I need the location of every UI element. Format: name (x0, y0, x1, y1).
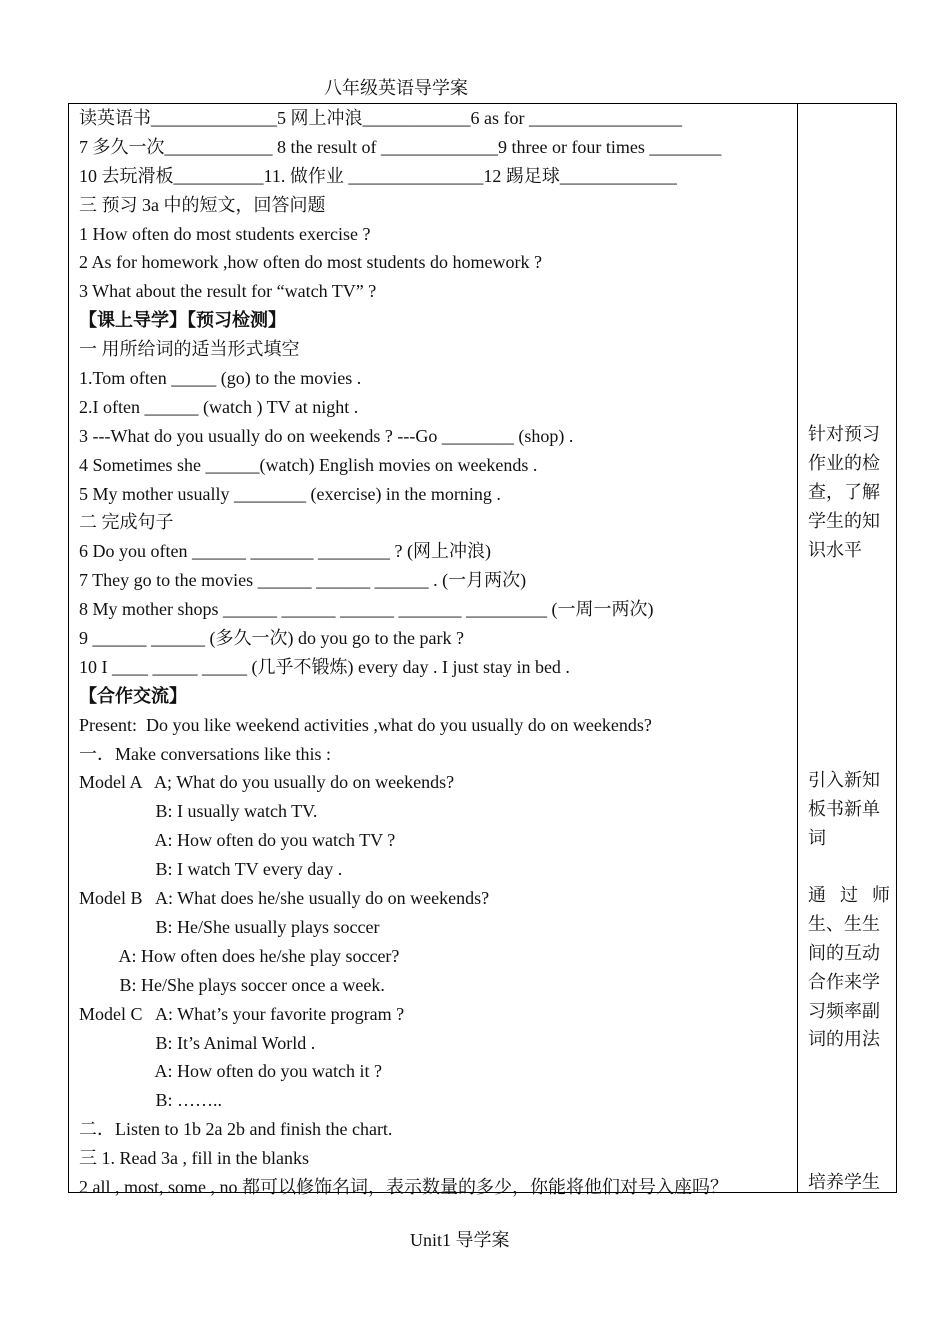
page-header: 八年级英语导学案 (324, 78, 468, 98)
model-c-line-2: B: It’s Animal World . (79, 1032, 316, 1053)
section-heading-cooperation: 【合作交流】 (79, 685, 187, 706)
vocab-line-3: 10 去玩滑板__________11. 做作业 _______________12 踢足球_____________ (79, 165, 677, 186)
side-note-line: 识水平 (808, 539, 862, 560)
exercise-2: 2.I often ______ (watch ) TV at night . (79, 396, 359, 417)
section-fill-in-forms: 一 用所给词的适当形式填空 (79, 339, 300, 360)
side-note-cultivate (808, 1168, 890, 1197)
section-complete-sentences: 二 完成句子 (79, 512, 174, 533)
side-note-line: 培养学生 (808, 1172, 880, 1192)
model-c-line-4: B: …….. (79, 1090, 223, 1111)
side-note-line: 通过师 (808, 885, 890, 905)
side-note-line: 间的互动 (808, 942, 880, 963)
side-note-preview-check (808, 420, 890, 564)
side-note-new-words (808, 766, 890, 853)
side-note-line: 板书新单 (808, 798, 880, 819)
side-note-line: 引入新知 (808, 770, 880, 790)
model-b-line-3: A: How often does he/she play soccer? (79, 945, 400, 966)
side-note-line: 作业的检 (808, 452, 880, 473)
side-note-line: 词 (808, 827, 826, 848)
model-a-line-4: B: I watch TV every day . (79, 859, 343, 880)
column-divider (797, 103, 798, 1193)
exercise-9: 9 ______ ______ (多久一次) do you go to the park ? (79, 628, 464, 649)
exercise-4: 4 Sometimes she ______(watch) English movies on weekends . (79, 454, 538, 475)
exercise-10: 10 I ____ _____ _____ (几乎不锻炼) every day . I just stay in bed . (79, 656, 570, 677)
question-1: 1 How often do most students exercise ? (79, 223, 371, 244)
exercise-8: 8 My mother shops ______ ______ ______ _______ _________ (一周一两次) (79, 599, 654, 620)
side-note-line: 习频率副 (808, 1000, 880, 1021)
question-3: 3 What about the result for “watch TV” ? (79, 281, 377, 302)
side-note-line: 学生的知 (808, 510, 880, 531)
model-b-line-1: Model B A: What does he/she usually do on weekends? (79, 888, 490, 909)
model-a-line-3: A: How often do you watch TV ? (79, 830, 396, 851)
exercise-7: 7 They go to the movies ______ ______ ______ . (一月两次) (79, 570, 527, 591)
model-b-line-2: B: He/She usually plays soccer (79, 916, 380, 937)
conversation-instruction: 一．Make conversations like this : (79, 743, 331, 764)
vocab-line-1: 读英语书______________5 网上冲浪____________6 as for _________________ (79, 108, 682, 128)
listening-task: 二．Listen to 1b 2a 2b and finish the chart. (79, 1119, 393, 1140)
reading-task: 三 1. Read 3a , fill in the blanks (79, 1148, 309, 1169)
exercise-1: 1.Tom often _____ (go) to the movies . (79, 368, 362, 389)
model-a-line-1: Model A A; What do you usually do on weekends? (79, 772, 455, 793)
vocab-line-2: 7 多久一次____________ 8 the result of _____________9 three or four times ________ (79, 136, 722, 157)
model-a-line-2: B: I usually watch TV. (79, 801, 318, 822)
section-heading-in-class: 【课上导学】【预习检测】 (79, 310, 286, 331)
side-note-line: 针对预习 (808, 424, 880, 444)
quantifier-task: 2 all , most, some , no 都可以修饰名词，表示数量的多少，你能将他们对号入座吗？ (79, 1176, 728, 1197)
section-preview-3a: 三 预习 3a 中的短文，回答问题 (79, 194, 326, 215)
exercise-6: 6 Do you often ______ _______ ________ ? (网上冲浪) (79, 541, 491, 562)
side-note-line: 词的用法 (808, 1029, 880, 1050)
side-note-line: 合作来学 (808, 971, 880, 992)
side-note-interaction (808, 881, 890, 1054)
side-note-line: 查，了解 (808, 481, 880, 502)
question-2: 2 As for homework ,how often do most students do homework ? (79, 252, 542, 273)
present-prompt: Present: Do you like weekend activities ,what do you usually do on weekends? (79, 714, 652, 735)
model-b-line-4: B: He/She plays soccer once a week. (79, 974, 385, 995)
page-footer: Unit1 导学案 (410, 1230, 510, 1250)
model-c-line-1: Model C A: What’s your favorite program ? (79, 1003, 405, 1024)
lesson-content (79, 104, 794, 1202)
exercise-5: 5 My mother usually ________ (exercise) in the morning . (79, 483, 501, 504)
side-note-line: 生、生生 (808, 913, 880, 934)
model-c-line-3: A: How often do you watch it ? (79, 1061, 382, 1082)
exercise-3: 3 ---What do you usually do on weekends ? ---Go ________ (shop) . (79, 425, 574, 446)
